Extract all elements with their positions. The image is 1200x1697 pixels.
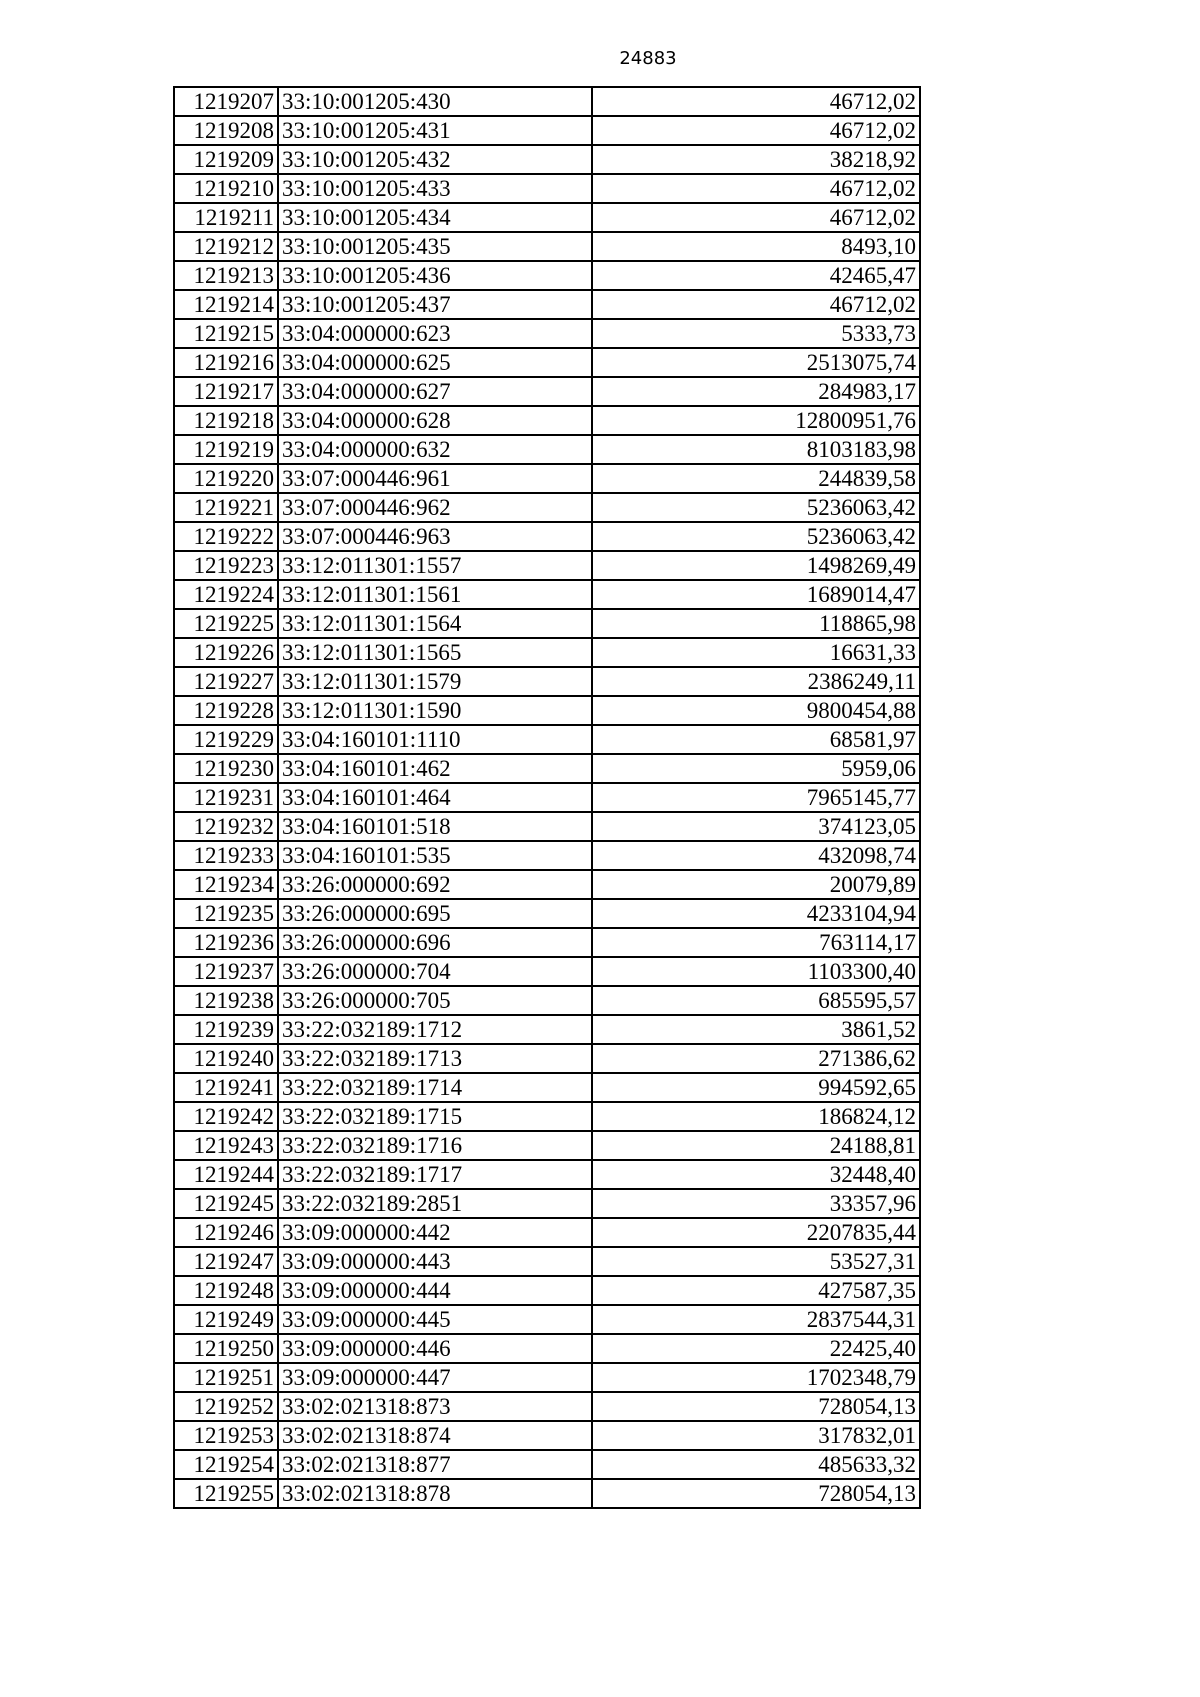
cadastral-value-cell: 728054,13 bbox=[592, 1479, 920, 1508]
cadastral-number-cell: 33:10:001205:436 bbox=[278, 261, 592, 290]
cadastral-number-cell: 33:02:021318:877 bbox=[278, 1450, 592, 1479]
row-id-cell: 1219238 bbox=[174, 986, 278, 1015]
row-id-cell: 1219236 bbox=[174, 928, 278, 957]
cadastral-value-cell: 24188,81 bbox=[592, 1131, 920, 1160]
row-id-cell: 1219237 bbox=[174, 957, 278, 986]
cadastral-number-cell: 33:04:000000:623 bbox=[278, 319, 592, 348]
cadastral-number-cell: 33:26:000000:705 bbox=[278, 986, 592, 1015]
cadastral-number-cell: 33:04:000000:627 bbox=[278, 377, 592, 406]
cadastral-number-cell: 33:22:032189:1712 bbox=[278, 1015, 592, 1044]
cadastral-value-cell: 5236063,42 bbox=[592, 522, 920, 551]
cadastral-value-cell: 271386,62 bbox=[592, 1044, 920, 1073]
cadastral-value-cell: 8493,10 bbox=[592, 232, 920, 261]
cadastral-number-cell: 33:12:011301:1561 bbox=[278, 580, 592, 609]
cadastral-value-cell: 46712,02 bbox=[592, 174, 920, 203]
table-row bbox=[174, 1450, 920, 1479]
table-body bbox=[174, 87, 920, 1508]
table-row bbox=[174, 1479, 920, 1508]
cadastral-number-cell: 33:10:001205:433 bbox=[278, 174, 592, 203]
row-id-cell: 1219231 bbox=[174, 783, 278, 812]
table-row bbox=[174, 87, 920, 116]
row-id-cell: 1219240 bbox=[174, 1044, 278, 1073]
cadastral-number-cell: 33:04:160101:535 bbox=[278, 841, 592, 870]
table-row bbox=[174, 667, 920, 696]
cadastral-number-cell: 33:04:160101:464 bbox=[278, 783, 592, 812]
cadastral-number-cell: 33:22:032189:1715 bbox=[278, 1102, 592, 1131]
cadastral-value-cell: 9800454,88 bbox=[592, 696, 920, 725]
cadastral-value-cell: 46712,02 bbox=[592, 116, 920, 145]
table-row bbox=[174, 696, 920, 725]
table-row bbox=[174, 870, 920, 899]
cadastral-value-cell: 317832,01 bbox=[592, 1421, 920, 1450]
table-row bbox=[174, 464, 920, 493]
table-row bbox=[174, 1392, 920, 1421]
cadastral-number-cell: 33:09:000000:442 bbox=[278, 1218, 592, 1247]
row-id-cell: 1219217 bbox=[174, 377, 278, 406]
cadastral-value-cell: 2513075,74 bbox=[592, 348, 920, 377]
row-id-cell: 1219212 bbox=[174, 232, 278, 261]
table-row bbox=[174, 1276, 920, 1305]
table-row bbox=[174, 841, 920, 870]
cadastral-value-cell: 485633,32 bbox=[592, 1450, 920, 1479]
row-id-cell: 1219234 bbox=[174, 870, 278, 899]
cadastral-value-cell: 244839,58 bbox=[592, 464, 920, 493]
row-id-cell: 1219211 bbox=[174, 203, 278, 232]
cadastral-value-cell: 46712,02 bbox=[592, 87, 920, 116]
row-id-cell: 1219221 bbox=[174, 493, 278, 522]
cadastral-value-cell: 1689014,47 bbox=[592, 580, 920, 609]
row-id-cell: 1219252 bbox=[174, 1392, 278, 1421]
cadastral-number-cell: 33:10:001205:435 bbox=[278, 232, 592, 261]
table-row bbox=[174, 261, 920, 290]
table-row bbox=[174, 957, 920, 986]
row-id-cell: 1219248 bbox=[174, 1276, 278, 1305]
table-row bbox=[174, 348, 920, 377]
row-id-cell: 1219235 bbox=[174, 899, 278, 928]
row-id-cell: 1219224 bbox=[174, 580, 278, 609]
row-id-cell: 1219220 bbox=[174, 464, 278, 493]
cadastral-value-cell: 118865,98 bbox=[592, 609, 920, 638]
table-row bbox=[174, 1421, 920, 1450]
table-row bbox=[174, 1044, 920, 1073]
row-id-cell: 1219244 bbox=[174, 1160, 278, 1189]
cadastral-number-cell: 33:26:000000:704 bbox=[278, 957, 592, 986]
cadastral-number-cell: 33:09:000000:447 bbox=[278, 1363, 592, 1392]
cadastral-number-cell: 33:22:032189:1713 bbox=[278, 1044, 592, 1073]
row-id-cell: 1219208 bbox=[174, 116, 278, 145]
cadastral-number-cell: 33:26:000000:695 bbox=[278, 899, 592, 928]
table-row bbox=[174, 899, 920, 928]
row-id-cell: 1219246 bbox=[174, 1218, 278, 1247]
cadastral-value-cell: 32448,40 bbox=[592, 1160, 920, 1189]
page-number: 24883 bbox=[619, 48, 677, 69]
cadastral-value-cell: 4233104,94 bbox=[592, 899, 920, 928]
table-row bbox=[174, 1334, 920, 1363]
cadastral-number-cell: 33:04:160101:518 bbox=[278, 812, 592, 841]
table-row bbox=[174, 551, 920, 580]
cadastral-value-cell: 20079,89 bbox=[592, 870, 920, 899]
cadastral-number-cell: 33:22:032189:2851 bbox=[278, 1189, 592, 1218]
cadastral-value-cell: 186824,12 bbox=[592, 1102, 920, 1131]
cadastral-value-cell: 284983,17 bbox=[592, 377, 920, 406]
cadastral-number-cell: 33:12:011301:1565 bbox=[278, 638, 592, 667]
cadastral-value-cell: 5959,06 bbox=[592, 754, 920, 783]
row-id-cell: 1219225 bbox=[174, 609, 278, 638]
table-row bbox=[174, 174, 920, 203]
cadastral-number-cell: 33:09:000000:445 bbox=[278, 1305, 592, 1334]
cadastral-number-cell: 33:12:011301:1564 bbox=[278, 609, 592, 638]
cadastral-number-cell: 33:12:011301:1590 bbox=[278, 696, 592, 725]
cadastral-number-cell: 33:09:000000:446 bbox=[278, 1334, 592, 1363]
table-row bbox=[174, 754, 920, 783]
cadastral-number-cell: 33:04:160101:1110 bbox=[278, 725, 592, 754]
table-row bbox=[174, 1131, 920, 1160]
cadastral-number-cell: 33:22:032189:1717 bbox=[278, 1160, 592, 1189]
cadastral-value-cell: 994592,65 bbox=[592, 1073, 920, 1102]
row-id-cell: 1219210 bbox=[174, 174, 278, 203]
cadastral-number-cell: 33:07:000446:962 bbox=[278, 493, 592, 522]
row-id-cell: 1219229 bbox=[174, 725, 278, 754]
cadastral-value-cell: 22425,40 bbox=[592, 1334, 920, 1363]
cadastral-value-cell: 763114,17 bbox=[592, 928, 920, 957]
row-id-cell: 1219254 bbox=[174, 1450, 278, 1479]
table-row bbox=[174, 377, 920, 406]
cadastral-value-cell: 2207835,44 bbox=[592, 1218, 920, 1247]
cadastral-number-cell: 33:09:000000:444 bbox=[278, 1276, 592, 1305]
row-id-cell: 1219222 bbox=[174, 522, 278, 551]
table-row bbox=[174, 522, 920, 551]
cadastral-number-cell: 33:10:001205:437 bbox=[278, 290, 592, 319]
cadastral-number-cell: 33:22:032189:1716 bbox=[278, 1131, 592, 1160]
row-id-cell: 1219250 bbox=[174, 1334, 278, 1363]
row-id-cell: 1219241 bbox=[174, 1073, 278, 1102]
row-id-cell: 1219207 bbox=[174, 87, 278, 116]
row-id-cell: 1219242 bbox=[174, 1102, 278, 1131]
table-row bbox=[174, 986, 920, 1015]
cadastral-value-cell: 427587,35 bbox=[592, 1276, 920, 1305]
row-id-cell: 1219233 bbox=[174, 841, 278, 870]
table-row bbox=[174, 232, 920, 261]
table-row bbox=[174, 1247, 920, 1276]
table-row bbox=[174, 435, 920, 464]
table-row bbox=[174, 1305, 920, 1334]
cadastral-number-cell: 33:02:021318:878 bbox=[278, 1479, 592, 1508]
row-id-cell: 1219228 bbox=[174, 696, 278, 725]
cadastral-value-cell: 2386249,11 bbox=[592, 667, 920, 696]
cadastral-value-cell: 432098,74 bbox=[592, 841, 920, 870]
row-id-cell: 1219218 bbox=[174, 406, 278, 435]
cadastral-number-cell: 33:07:000446:961 bbox=[278, 464, 592, 493]
cadastral-value-cell: 685595,57 bbox=[592, 986, 920, 1015]
cadastral-value-cell: 2837544,31 bbox=[592, 1305, 920, 1334]
cadastral-number-cell: 33:02:021318:874 bbox=[278, 1421, 592, 1450]
cadastral-number-cell: 33:07:000446:963 bbox=[278, 522, 592, 551]
row-id-cell: 1219223 bbox=[174, 551, 278, 580]
row-id-cell: 1219216 bbox=[174, 348, 278, 377]
row-id-cell: 1219249 bbox=[174, 1305, 278, 1334]
row-id-cell: 1219209 bbox=[174, 145, 278, 174]
cadastral-value-cell: 46712,02 bbox=[592, 203, 920, 232]
table-row bbox=[174, 638, 920, 667]
cadastral-value-cell: 1103300,40 bbox=[592, 957, 920, 986]
cadastral-value-cell: 3861,52 bbox=[592, 1015, 920, 1044]
table-row bbox=[174, 580, 920, 609]
cadastral-number-cell: 33:12:011301:1557 bbox=[278, 551, 592, 580]
table-row bbox=[174, 1073, 920, 1102]
table-row bbox=[174, 493, 920, 522]
row-id-cell: 1219230 bbox=[174, 754, 278, 783]
cadastral-number-cell: 33:09:000000:443 bbox=[278, 1247, 592, 1276]
table-row bbox=[174, 1363, 920, 1392]
row-id-cell: 1219239 bbox=[174, 1015, 278, 1044]
cadastral-value-cell: 68581,97 bbox=[592, 725, 920, 754]
table-row bbox=[174, 783, 920, 812]
row-id-cell: 1219213 bbox=[174, 261, 278, 290]
row-id-cell: 1219253 bbox=[174, 1421, 278, 1450]
cadastral-value-cell: 53527,31 bbox=[592, 1247, 920, 1276]
table-row bbox=[174, 1102, 920, 1131]
row-id-cell: 1219251 bbox=[174, 1363, 278, 1392]
cadastral-value-cell: 12800951,76 bbox=[592, 406, 920, 435]
cadastral-value-cell: 7965145,77 bbox=[592, 783, 920, 812]
table-row bbox=[174, 116, 920, 145]
row-id-cell: 1219219 bbox=[174, 435, 278, 464]
cadastral-number-cell: 33:04:160101:462 bbox=[278, 754, 592, 783]
cadastral-number-cell: 33:10:001205:434 bbox=[278, 203, 592, 232]
cadastral-value-cell: 38218,92 bbox=[592, 145, 920, 174]
row-id-cell: 1219214 bbox=[174, 290, 278, 319]
cadastral-value-cell: 1498269,49 bbox=[592, 551, 920, 580]
table-row bbox=[174, 290, 920, 319]
row-id-cell: 1219215 bbox=[174, 319, 278, 348]
row-id-cell: 1219247 bbox=[174, 1247, 278, 1276]
cadastral-number-cell: 33:12:011301:1579 bbox=[278, 667, 592, 696]
row-id-cell: 1219226 bbox=[174, 638, 278, 667]
cadastral-value-cell: 5236063,42 bbox=[592, 493, 920, 522]
table-row bbox=[174, 1160, 920, 1189]
cadastral-number-cell: 33:10:001205:432 bbox=[278, 145, 592, 174]
cadastral-value-cell: 8103183,98 bbox=[592, 435, 920, 464]
cadastral-number-cell: 33:04:000000:628 bbox=[278, 406, 592, 435]
cadastral-number-cell: 33:26:000000:692 bbox=[278, 870, 592, 899]
row-id-cell: 1219255 bbox=[174, 1479, 278, 1508]
table-row bbox=[174, 319, 920, 348]
cadastral-number-cell: 33:10:001205:430 bbox=[278, 87, 592, 116]
table-row bbox=[174, 1015, 920, 1044]
cadastral-value-cell: 16631,33 bbox=[592, 638, 920, 667]
table-row bbox=[174, 145, 920, 174]
row-id-cell: 1219227 bbox=[174, 667, 278, 696]
cadastral-value-cell: 1702348,79 bbox=[592, 1363, 920, 1392]
cadastral-number-cell: 33:26:000000:696 bbox=[278, 928, 592, 957]
cadastral-value-cell: 5333,73 bbox=[592, 319, 920, 348]
cadastral-value-cell: 33357,96 bbox=[592, 1189, 920, 1218]
row-id-cell: 1219243 bbox=[174, 1131, 278, 1160]
table-row bbox=[174, 1189, 920, 1218]
cadastral-number-cell: 33:04:000000:632 bbox=[278, 435, 592, 464]
table-row bbox=[174, 609, 920, 638]
cadastral-number-cell: 33:22:032189:1714 bbox=[278, 1073, 592, 1102]
cadastral-number-cell: 33:10:001205:431 bbox=[278, 116, 592, 145]
cadastral-value-cell: 46712,02 bbox=[592, 290, 920, 319]
cadastral-value-cell: 42465,47 bbox=[592, 261, 920, 290]
cadastral-value-cell: 374123,05 bbox=[592, 812, 920, 841]
table-row bbox=[174, 928, 920, 957]
table-row bbox=[174, 725, 920, 754]
table-row bbox=[174, 1218, 920, 1247]
table-row bbox=[174, 203, 920, 232]
row-id-cell: 1219245 bbox=[174, 1189, 278, 1218]
row-id-cell: 1219232 bbox=[174, 812, 278, 841]
table-row bbox=[174, 406, 920, 435]
cadastral-value-cell: 728054,13 bbox=[592, 1392, 920, 1421]
cadastral-number-cell: 33:02:021318:873 bbox=[278, 1392, 592, 1421]
table-row bbox=[174, 812, 920, 841]
cadastral-number-cell: 33:04:000000:625 bbox=[278, 348, 592, 377]
cadastral-value-table bbox=[173, 86, 921, 1509]
